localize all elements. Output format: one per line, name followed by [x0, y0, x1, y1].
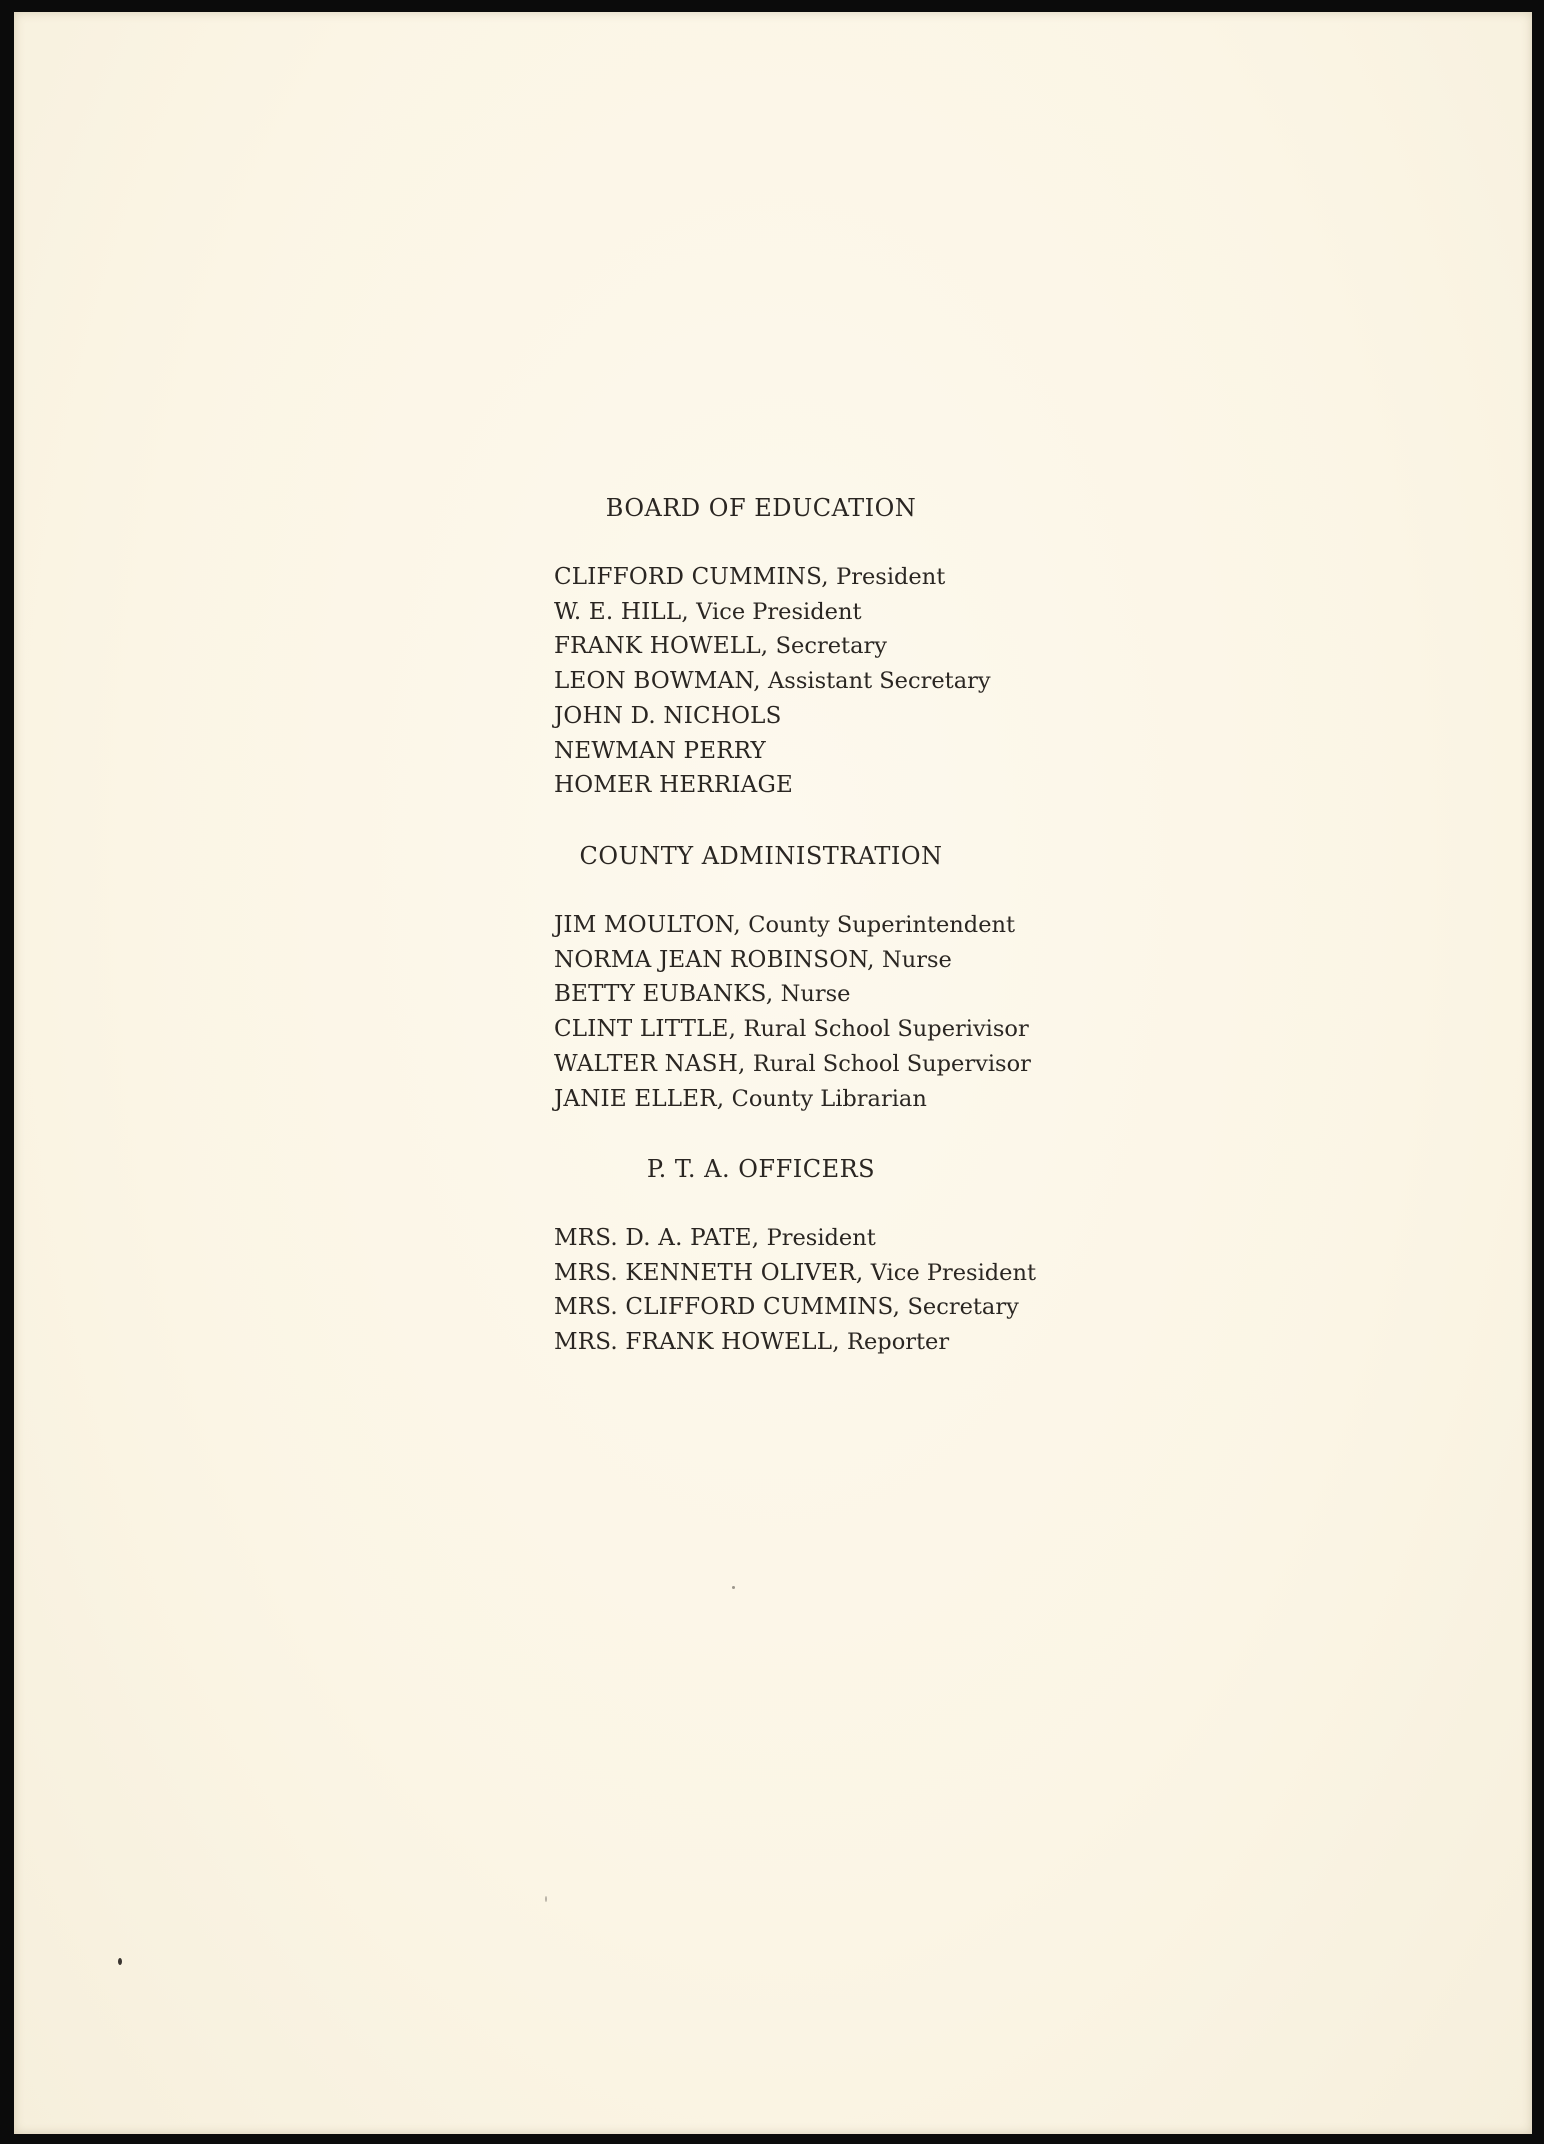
member-title: Reporter: [847, 1329, 950, 1356]
member-name: JANIE ELLER,: [554, 1085, 725, 1112]
member-name: MRS. FRANK HOWELL,: [554, 1329, 840, 1356]
member-name: JOHN D. NICHOLS: [554, 702, 782, 729]
member-name: CLINT LITTLE,: [554, 1016, 737, 1043]
member-title: Vice President: [870, 1259, 1037, 1286]
member-title: Nurse: [780, 981, 851, 1008]
list-item: [554, 977, 1031, 1012]
list-item: [554, 1325, 1036, 1360]
list-item: [554, 699, 991, 734]
pta-officers-heading: P. T. A. OFFICERS: [646, 1155, 876, 1183]
list-item: [554, 1290, 1036, 1325]
member-name: MRS. D. A. PATE,: [554, 1225, 760, 1251]
list-item: [554, 908, 1031, 943]
list-item: [554, 768, 991, 803]
member-title: Assistant Secretary: [768, 668, 991, 695]
member-title: Rural School Supervisor: [752, 1050, 1031, 1077]
list-item: [554, 734, 991, 769]
list-item: [554, 560, 991, 595]
county-administration-list: [554, 908, 1031, 1116]
board-of-education-heading: BOARD OF EDUCATION: [605, 494, 917, 522]
member-name: LEON BOWMAN,: [554, 668, 761, 695]
member-name: WALTER NASH,: [554, 1050, 746, 1077]
county-administration-heading: COUNTY ADMINISTRATION: [579, 842, 943, 870]
list-item: [554, 629, 991, 664]
member-title: Rural School Superivisor: [743, 1016, 1029, 1043]
member-name: MRS. KENNETH OLIVER,: [554, 1259, 864, 1286]
member-name: W. E. HILL,: [554, 598, 689, 625]
member-title: Secretary: [775, 633, 887, 660]
paper-speck: [732, 1586, 735, 1589]
pta-officers-list: [554, 1221, 1036, 1360]
list-item: [554, 664, 991, 699]
member-name: NEWMAN PERRY: [554, 737, 766, 764]
board-members-list: [554, 560, 991, 803]
member-title: Vice President: [696, 598, 862, 625]
list-item: [554, 1082, 1031, 1117]
page-content: [14, 12, 1532, 2134]
list-item: [554, 1221, 1036, 1256]
member-title: Nurse: [882, 946, 952, 973]
member-name: HOMER HERRIAGE: [554, 772, 794, 799]
list-item: [554, 1256, 1036, 1291]
list-item: [554, 943, 1031, 978]
paper-speck: [118, 1958, 122, 1965]
member-title: Secretary: [907, 1294, 1019, 1321]
member-name: BETTY EUBANKS,: [554, 981, 774, 1008]
paper-speck: [545, 1896, 547, 1902]
member-name: FRANK HOWELL,: [554, 633, 769, 660]
member-title: County Superintendent: [748, 912, 1016, 938]
member-title: President: [766, 1225, 876, 1251]
list-item: [554, 595, 991, 630]
list-item: [554, 1047, 1031, 1082]
member-title: County Librarian: [731, 1085, 927, 1112]
member-name: NORMA JEAN ROBINSON,: [554, 946, 875, 973]
member-title: President: [836, 564, 946, 590]
member-name: CLIFFORD CUMMINS,: [554, 564, 829, 590]
member-name: JIM MOULTON,: [554, 912, 741, 938]
member-name: MRS. CLIFFORD CUMMINS,: [554, 1294, 901, 1321]
list-item: [554, 1012, 1031, 1047]
document-page: [14, 12, 1532, 2134]
